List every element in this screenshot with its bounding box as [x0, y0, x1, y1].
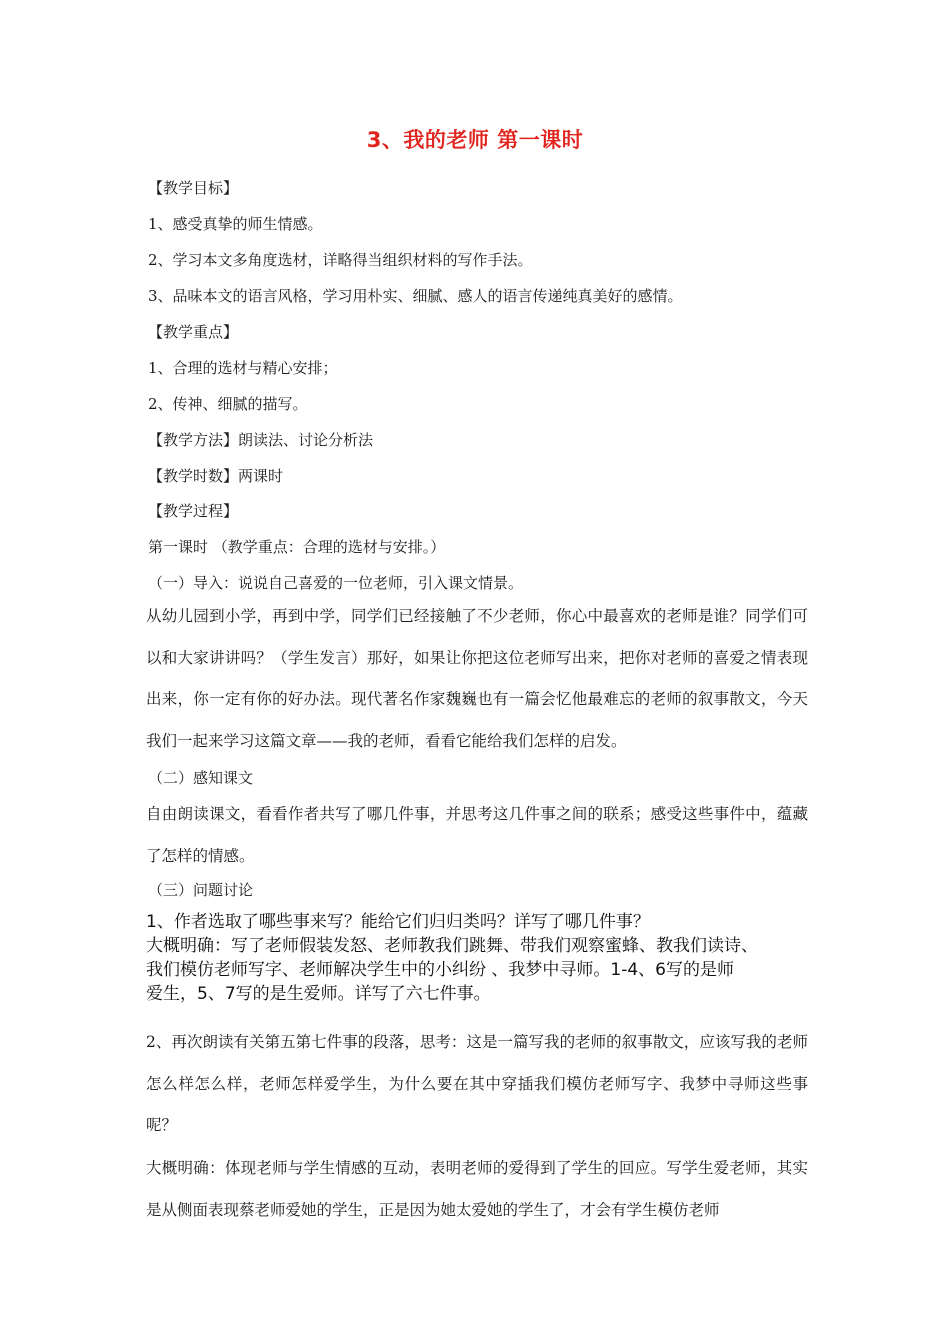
goal-2: 2、学习本文多角度选材，详略得当组织材料的写作手法。 — [148, 251, 533, 269]
lesson-one-line: 第一课时 （教学重点：合理的选材与安排。） — [148, 538, 446, 556]
goal-1: 1、感受真挚的师生情感。 — [148, 215, 323, 233]
page-title: 3、我的老师 第一课时 — [366, 128, 584, 152]
process-header: 【教学过程】 — [148, 502, 239, 520]
method-line: 【教学方法】朗读法、讨论分析法 — [148, 431, 374, 449]
step-1-line: （一）导入：说说自己喜爱的一位老师，引入课文情景。 — [148, 574, 524, 592]
question-1-line-3: 我们模仿老师写字、老师解决学生中的小纠纷 、我梦中寻师。1-4、6写的是师 — [146, 960, 734, 980]
focus-2: 2、传神、细腻的描写。 — [148, 395, 308, 413]
goals-header: 【教学目标】 — [148, 179, 239, 197]
step-3-line: （三）问题讨论 — [148, 881, 254, 899]
question-2-paragraph: 2、再次朗读有关第五第七件事的段落，思考：这是一篇写我的老师的叙事散文，应该写我的老师怎么样怎么样，老师怎样爱学生，为什么要在其中穿插我们模仿老师写字、我梦中寻师这些事呢？ — [146, 1033, 808, 1134]
question-1-line-2: 大概明确：写了老师假装发怒、老师教我们跳舞、带我们观察蜜蜂、教我们读诗、 — [146, 936, 758, 956]
intro-paragraph: 从幼儿园到小学，再到中学，同学们已经接触了不少老师，你心中最喜欢的老师是谁？同学们可以和大家讲讲吗？（学生发言）那好，如果让你把这位老师写出来，把你对老师的喜爱之情表现出来，你一定有你的好办法。现代著名作家魏巍也有一篇会忆他最难忘的老师的叙事散文，今天我们一起来学习这篇文章——我的老师，看看它能给我们怎样的启发。 — [146, 607, 808, 750]
question-1-block — [146, 910, 818, 1006]
focus-header: 【教学重点】 — [148, 323, 239, 341]
goal-3: 3、品味本文的语言风格，学习用朴实、细腻、感人的语言传递纯真美好的感情。 — [148, 287, 683, 305]
step-2-line: （二）感知课文 — [148, 769, 254, 787]
question-1-line-1: 1、作者选取了哪些事来写？能给它们归归类吗？详写了哪几件事？ — [146, 912, 650, 932]
focus-1: 1、合理的选材与精心安排； — [148, 359, 338, 377]
perceive-paragraph: 自由朗读课文，看看作者共写了哪几件事，并思考这几件事之间的联系；感受这些事件中，蕴藏了怎样的情感。 — [146, 805, 808, 865]
answer-paragraph: 大概明确：体现老师与学生情感的互动，表明老师的爱得到了学生的回应。写学生爱老师，其实是从侧面表现蔡老师爱她的学生，正是因为她太爱她的学生了，才会有学生模仿老师 — [146, 1159, 808, 1219]
hours-line: 【教学时数】两课时 — [148, 467, 284, 485]
question-1-line-4: 爱生，5、7写的是生爱师。详写了六七件事。 — [146, 984, 491, 1004]
